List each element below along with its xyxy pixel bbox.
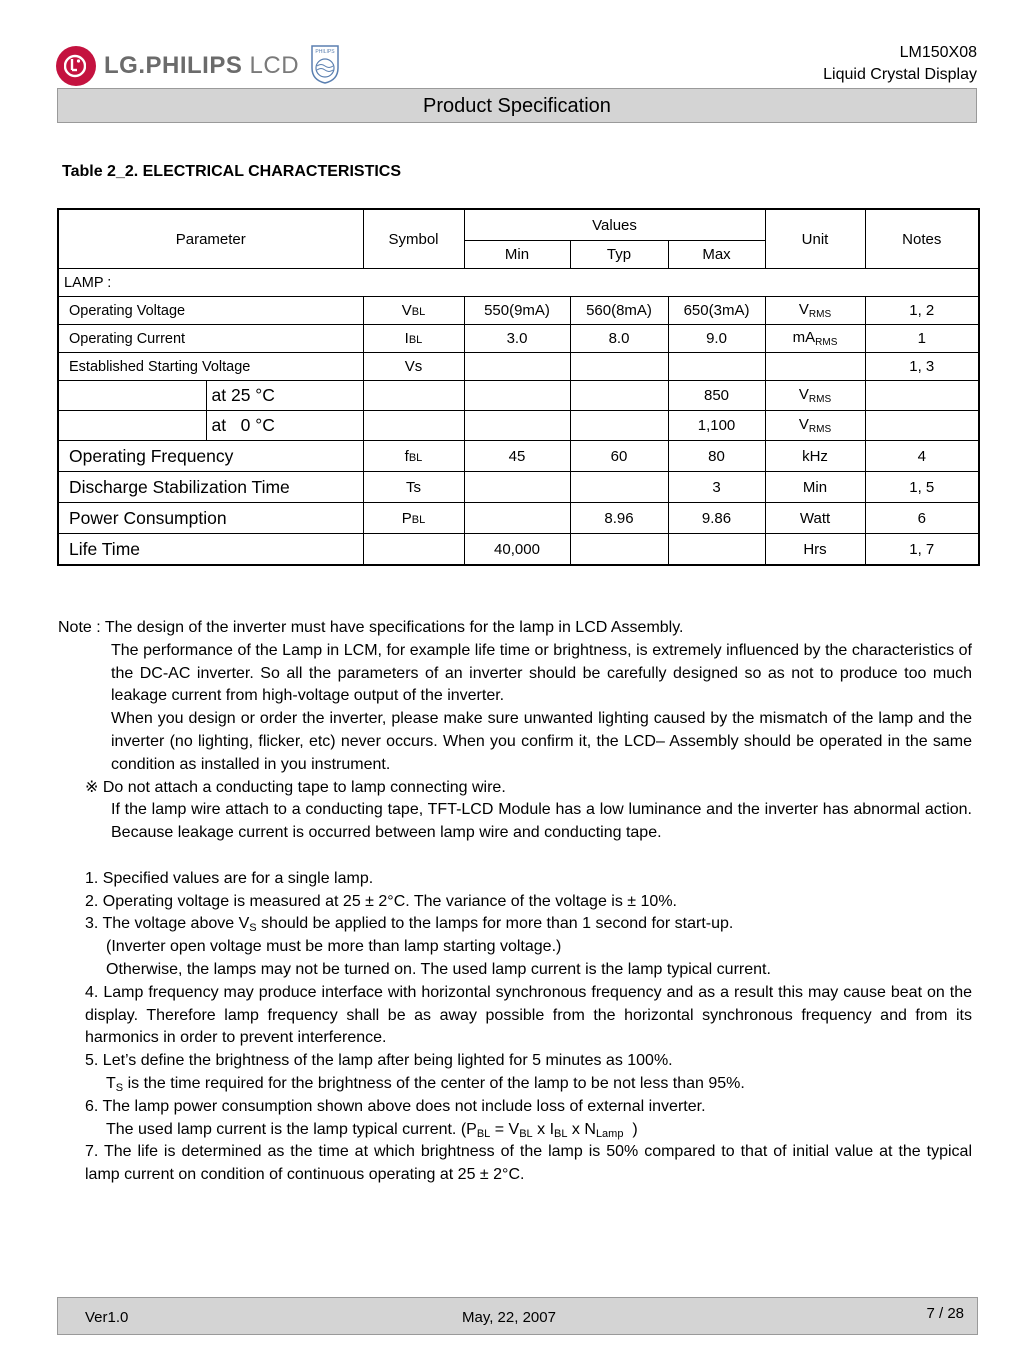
row-min (464, 503, 570, 534)
row-notes (865, 381, 979, 411)
row-indent (58, 381, 206, 411)
row-symbol (363, 411, 464, 441)
row-max: 9.86 (668, 503, 765, 534)
row-notes: 1, 5 (865, 472, 979, 503)
row-parameter: Operating Voltage (58, 297, 363, 325)
numbered-note-5: 5. Let’s define the brightness of the lamp after being lighted for 5 minutes as 100%. (85, 1052, 673, 1070)
row-max (668, 534, 765, 566)
row-min (464, 411, 570, 441)
model-block (823, 42, 977, 86)
row-typ: 8.0 (570, 325, 668, 353)
row-parameter: Discharge Stabilization Time (58, 472, 363, 503)
row-min (464, 472, 570, 503)
row-typ (570, 472, 668, 503)
footer-date: May, 22, 2007 (462, 1309, 556, 1326)
row-symbol: fBL (363, 441, 464, 472)
header-min: Min (464, 241, 570, 269)
row-typ (570, 534, 668, 566)
header-symbol: Symbol (363, 209, 464, 269)
row-max: 650(3mA) (668, 297, 765, 325)
page-number: 7 / 28 (926, 1305, 964, 1322)
numbered-note-3-detail: Otherwise, the lamps may not be turned on. The used lamp current is the lamp typical current. (106, 960, 771, 978)
row-max (668, 353, 765, 381)
row-parameter: Power Consumption (58, 503, 363, 534)
header-max: Max (668, 241, 765, 269)
row-unit (765, 353, 865, 381)
lg-face-icon (56, 46, 96, 86)
row-symbol: Ts (363, 472, 464, 503)
row-symbol: VBL (363, 297, 464, 325)
row-notes: 1, 3 (865, 353, 979, 381)
row-notes: 1 (865, 325, 979, 353)
row-typ (570, 381, 668, 411)
row-notes: 4 (865, 441, 979, 472)
header-notes: Notes (865, 209, 979, 269)
row-symbol: Vs (363, 353, 464, 381)
row-parameter: Operating Current (58, 325, 363, 353)
caution-detail: If the lamp wire attach to a conducting tape, TFT-LCD Module has a low luminance and the inverter has abnormal action. Because leakage current is occurred between lamp wire and conducting tape. (111, 801, 972, 842)
numbered-note-1: 1. Specified values are for a single lamp. (85, 869, 374, 887)
row-min (464, 353, 570, 381)
row-parameter: Life Time (58, 534, 363, 566)
row-notes (865, 411, 979, 441)
row-min: 550(9mA) (464, 297, 570, 325)
note-paragraph: When you design or order the inverter, please make sure unwanted lighting caused by the mismatch of the lamp and the inverter (no lighting, flicker, etc) never occurs. When you confirm it, the LCD– Assembly should be operated in the same condition as installed in you instrument. (111, 710, 972, 773)
row-max: 1,100 (668, 411, 765, 441)
numbered-note-3-detail: (Inverter open voltage must be more than lamp starting voltage.) (106, 938, 562, 956)
row-symbol (363, 381, 464, 411)
page-title: Product Specification (57, 88, 977, 123)
numbered-note-6-detail: The used lamp current is the lamp typical current. ($P_{BL} = V_{BL}$ x $I_{BL}$ x $N_{Lamp}$ ) (106, 1120, 638, 1140)
numbered-note-7: 7. The life is determined as the time at which brightness of the lamp is 50% compared to that of initial value at the typical lamp current on condition of continuous operating at 25 ± 2°C. (85, 1143, 972, 1184)
row-typ: 560(8mA) (570, 297, 668, 325)
row-min (464, 381, 570, 411)
section-label: LAMP : (58, 269, 979, 297)
row-unit: kHz (765, 441, 865, 472)
row-typ (570, 411, 668, 441)
row-max: 80 (668, 441, 765, 472)
numbered-note-4: 4. Lamp frequency may produce interface with horizontal synchronous frequency and as a result this may cause beat on the display. Therefore lamp frequency shall be as away possible from the horizontal synchronous frequency and from its harmonics in order to prevent interference. (85, 983, 972, 1047)
row-parameter: at 25 °C (206, 381, 363, 411)
row-parameter: Established Starting Voltage (58, 353, 363, 381)
header-unit: Unit (765, 209, 865, 269)
row-parameter: Operating Frequency (58, 441, 363, 472)
header-values: Values (464, 209, 765, 241)
philips-shield-icon (310, 44, 340, 84)
row-notes: 1, 2 (865, 297, 979, 325)
numbered-note-3: 3. The voltage above $V_S$ should be applied to the lamps for more than 1 second for start-up. (85, 915, 734, 935)
caution-note: ※ Do not attach a conducting tape to lamp connecting wire. (85, 778, 506, 796)
product-type: Liquid Crystal Display (823, 66, 977, 83)
numbered-note-5-detail: $T_S$ is the time required for the brightness of the center of the lamp to be not less than 95%. (106, 1074, 745, 1094)
numbered-note-6: 6. The lamp power consumption shown above does not include loss of external inverter. (85, 1097, 706, 1115)
row-unit: Min (765, 472, 865, 503)
row-notes: 1, 7 (865, 534, 979, 566)
row-min: 3.0 (464, 325, 570, 353)
header-typ: Typ (570, 241, 668, 269)
company-logo (56, 44, 346, 88)
table-title: Table 2_2. ELECTRICAL CHARACTERISTICS (62, 163, 402, 180)
row-unit: $V_{RMS}$ (765, 297, 865, 325)
row-typ (570, 353, 668, 381)
row-unit: Hrs (765, 534, 865, 566)
logo-wordmark: LG.PHILIPS (104, 52, 243, 79)
numbered-note-2: 2. Operating voltage is measured at 25 ± 2°C. The variance of the voltage is ± 10%. (85, 892, 677, 910)
row-symbol: PBL (363, 503, 464, 534)
row-unit: $mA_{RMS}$ (765, 325, 865, 353)
row-typ: 8.96 (570, 503, 668, 534)
note-paragraph: The performance of the Lamp in LCM, for example life time or brightness, is extremely influenced by the characteristics of the DC-AC inverter. So all the parameters of an inverter should be carefully designed so as not to produce too much leakage current from high-voltage output of the inverter. (111, 641, 972, 705)
row-parameter: at 0 °C (206, 411, 363, 441)
row-max: 9.0 (668, 325, 765, 353)
row-max: 3 (668, 472, 765, 503)
row-max: 850 (668, 381, 765, 411)
row-notes: 6 (865, 503, 979, 534)
notes-section (58, 617, 972, 1187)
row-unit: Watt (765, 503, 865, 534)
row-symbol: IBL (363, 325, 464, 353)
row-indent (58, 411, 206, 441)
row-unit: $V_{RMS}$ (765, 411, 865, 441)
electrical-characteristics-table (57, 208, 980, 566)
shield-text: PHILIPS (315, 49, 335, 55)
version-label: Ver1.0 (85, 1309, 129, 1326)
row-typ: 60 (570, 441, 668, 472)
page-footer (57, 1297, 978, 1335)
row-min: 40,000 (464, 534, 570, 566)
row-symbol (363, 534, 464, 566)
header-parameter: Parameter (58, 209, 363, 269)
row-min: 45 (464, 441, 570, 472)
model-number: LM150X08 (899, 44, 977, 61)
note-intro: Note : The design of the inverter must have specifications for the lamp in LCD Assembly. (58, 619, 684, 636)
row-unit: $V_{RMS}$ (765, 381, 865, 411)
logo-suffix: LCD (249, 52, 300, 79)
